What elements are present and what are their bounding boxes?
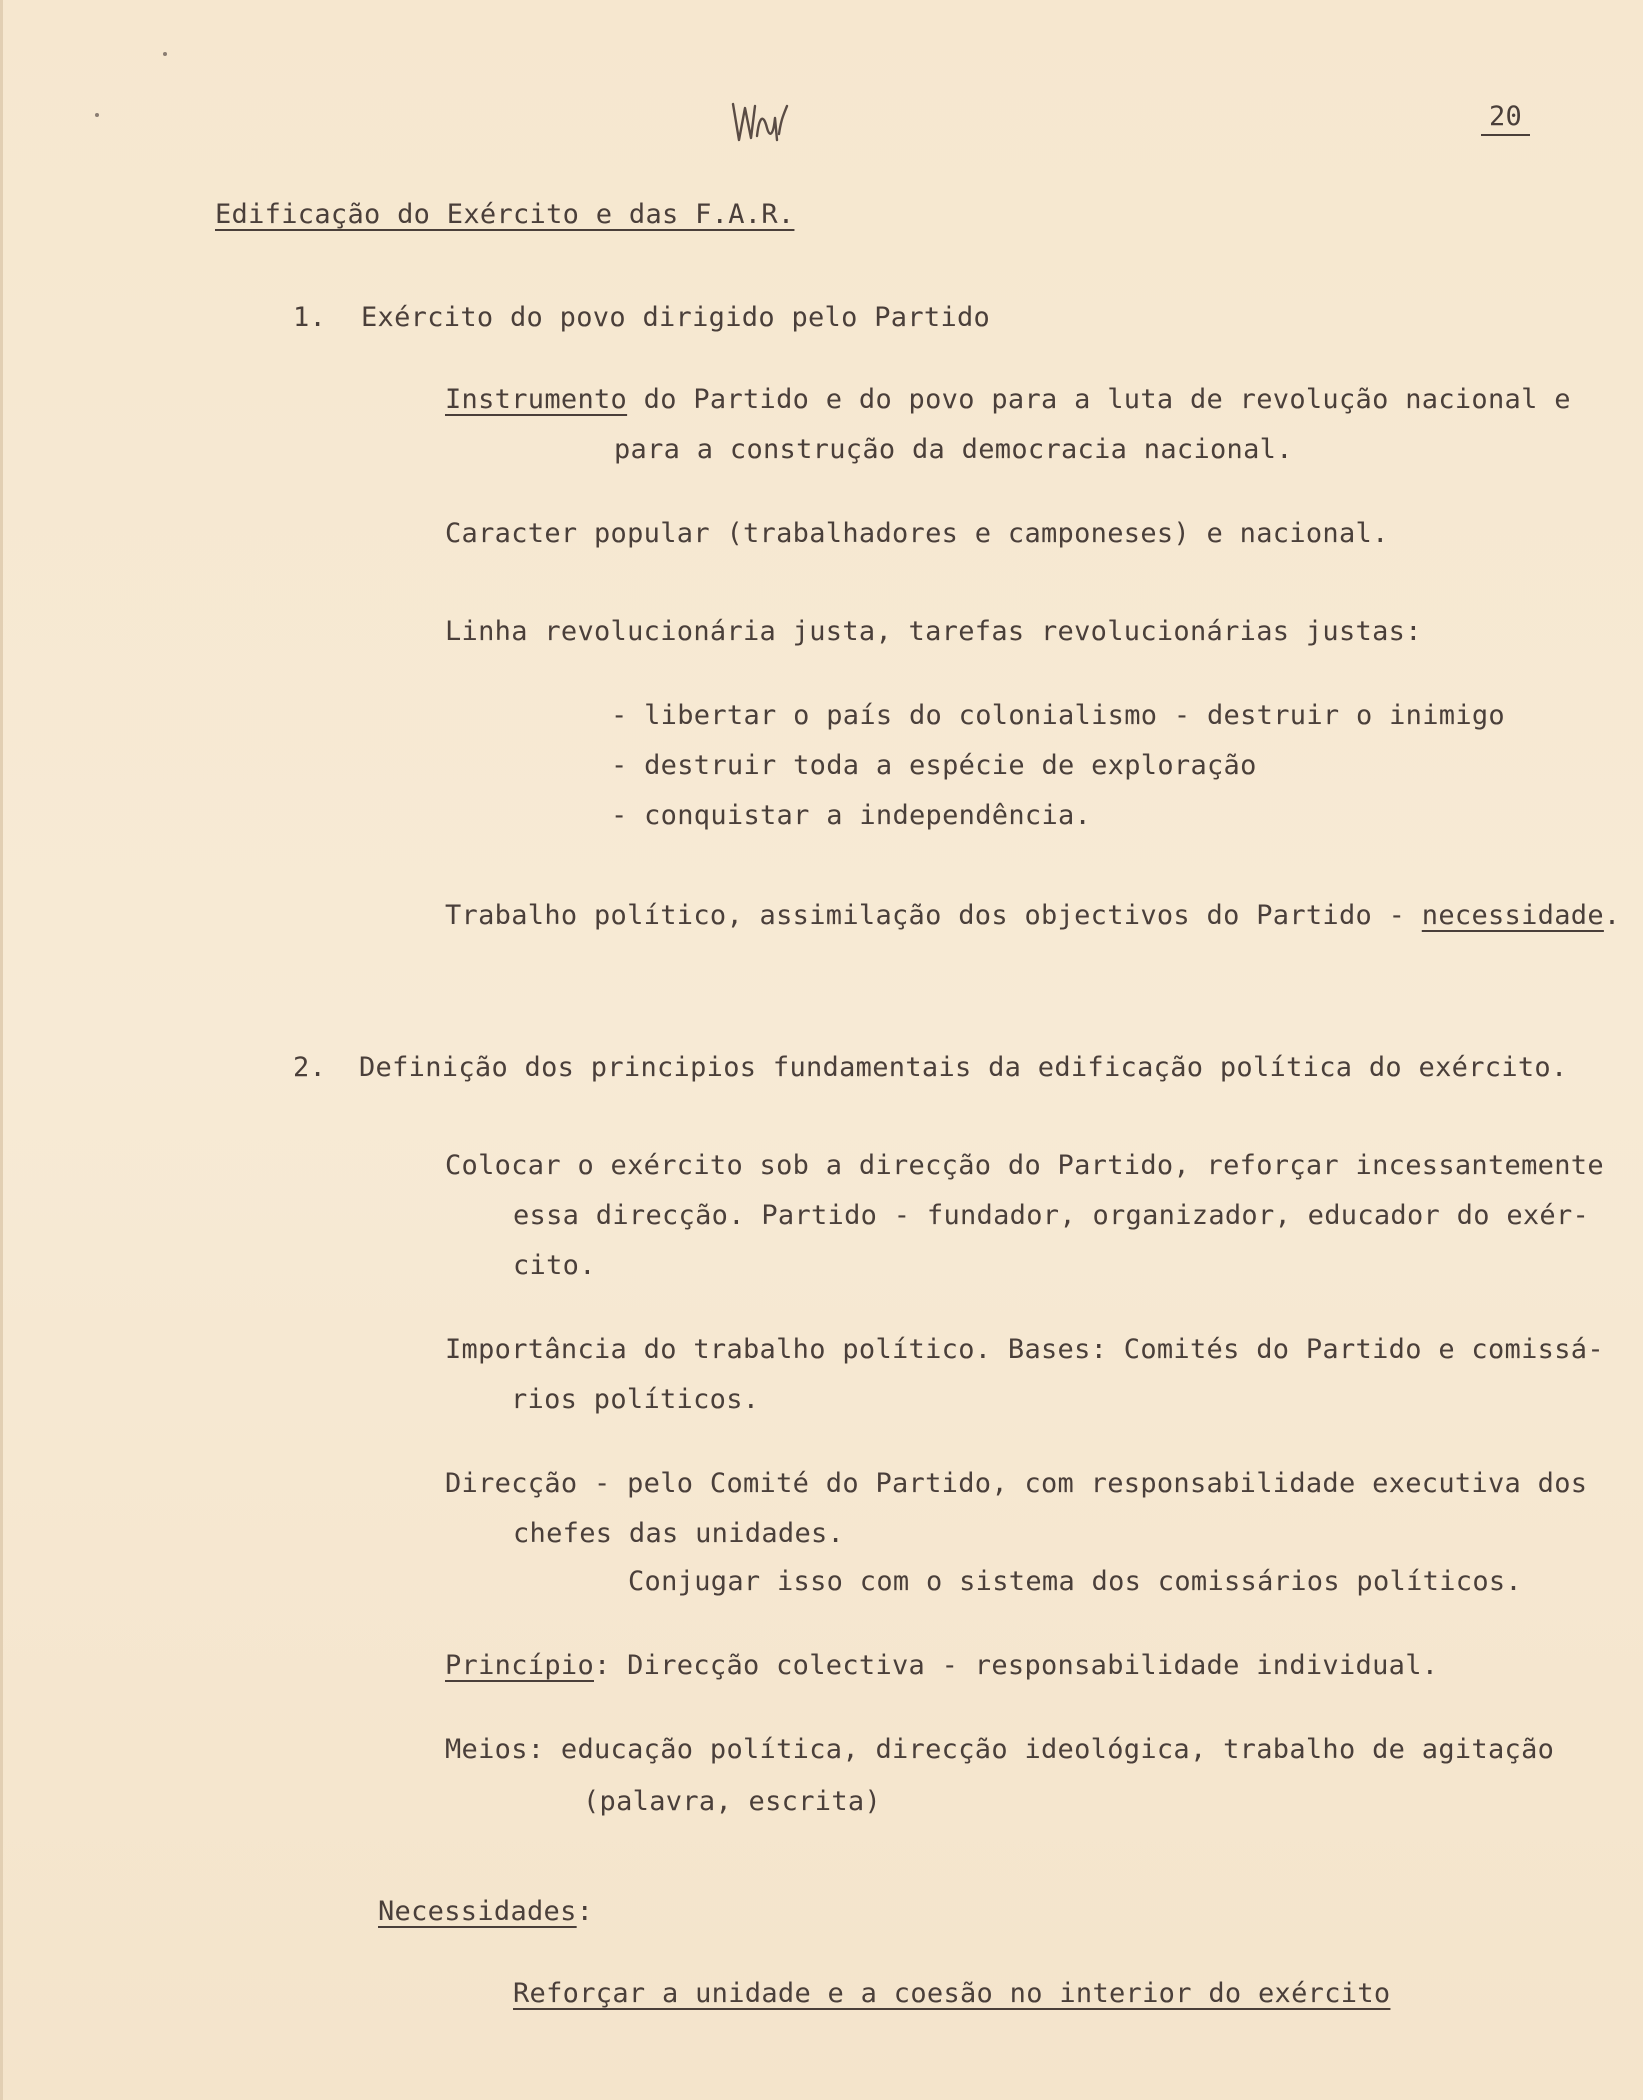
paragraph-line: Caracter popular (trabalhadores e camponeses) e nacional. bbox=[445, 518, 1389, 549]
paragraph-line: Linha revolucionária justa, tarefas revolucionárias justas: bbox=[445, 616, 1422, 647]
paragraph-line: rios políticos. bbox=[511, 1384, 760, 1415]
paragraph-line: chefes das unidades. bbox=[513, 1518, 845, 1549]
paragraph-line bbox=[445, 1650, 1438, 1681]
paragraph-line: Direcção - pelo Comité do Partido, com responsabilidade executiva dos bbox=[445, 1468, 1588, 1499]
underlined-term: Necessidades bbox=[378, 1896, 577, 1927]
paper-speck bbox=[163, 52, 167, 56]
underlined-term: Princípio bbox=[445, 1650, 594, 1681]
subheading: Necessidades: bbox=[378, 1896, 594, 1927]
paragraph-text: : Direcção colectiva - responsabilidade individual. bbox=[594, 1650, 1439, 1681]
paper-speck bbox=[95, 113, 99, 117]
section-title: Definição dos principios fundamentais da edificação política do exército. bbox=[359, 1052, 1568, 1083]
paragraph-line: Conjugar isso com o sistema dos comissários políticos. bbox=[628, 1566, 1522, 1597]
paragraph-line: Colocar o exército sob a direcção do Partido, reforçar incessantemente bbox=[445, 1150, 1604, 1181]
paragraph-text: do Partido e do povo para a luta de revolução nacional e bbox=[627, 384, 1571, 415]
underlined-term: Instrumento bbox=[445, 384, 628, 415]
paragraph-line: essa direcção. Partido - fundador, organizador, educador do exér- bbox=[513, 1200, 1590, 1231]
page-number: 20 bbox=[1481, 101, 1530, 136]
paragraph-text: Trabalho político, assimilação dos objectivos do Partido - bbox=[445, 900, 1422, 931]
section-number: 1. bbox=[293, 302, 327, 333]
paragraph-line: Reforçar a unidade e a coesão no interior do exército bbox=[513, 1978, 1391, 2009]
list-item: - conquistar a independência. bbox=[611, 800, 1092, 831]
paragraph-line: Meios: educação política, direcção ideológica, trabalho de agitação bbox=[445, 1734, 1555, 1765]
underlined-term: necessidade bbox=[1421, 900, 1604, 931]
handwritten-initials bbox=[729, 98, 789, 148]
page-title: Edificação do Exército e das F.A.R. bbox=[215, 199, 795, 230]
paragraph-line: para a construção da democracia nacional. bbox=[614, 434, 1293, 465]
paragraph-line: Trabalho político, assimilação dos objectivos do Partido - necessidade. bbox=[445, 900, 1621, 931]
paragraph-line: Importância do trabalho político. Bases: Comités do Partido e comissá- bbox=[445, 1334, 1604, 1365]
list-item: - libertar o país do colonialismo - destruir o inimigo bbox=[611, 700, 1505, 731]
list-item: - destruir toda a espécie de exploração bbox=[611, 750, 1257, 781]
paragraph-line: cito. bbox=[513, 1250, 596, 1281]
section-number: 2. bbox=[293, 1052, 327, 1083]
paragraph-line: (palavra, escrita) bbox=[583, 1786, 881, 1817]
section-title: Exército do povo dirigido pelo Partido bbox=[361, 302, 991, 333]
paragraph-line bbox=[445, 384, 1571, 415]
